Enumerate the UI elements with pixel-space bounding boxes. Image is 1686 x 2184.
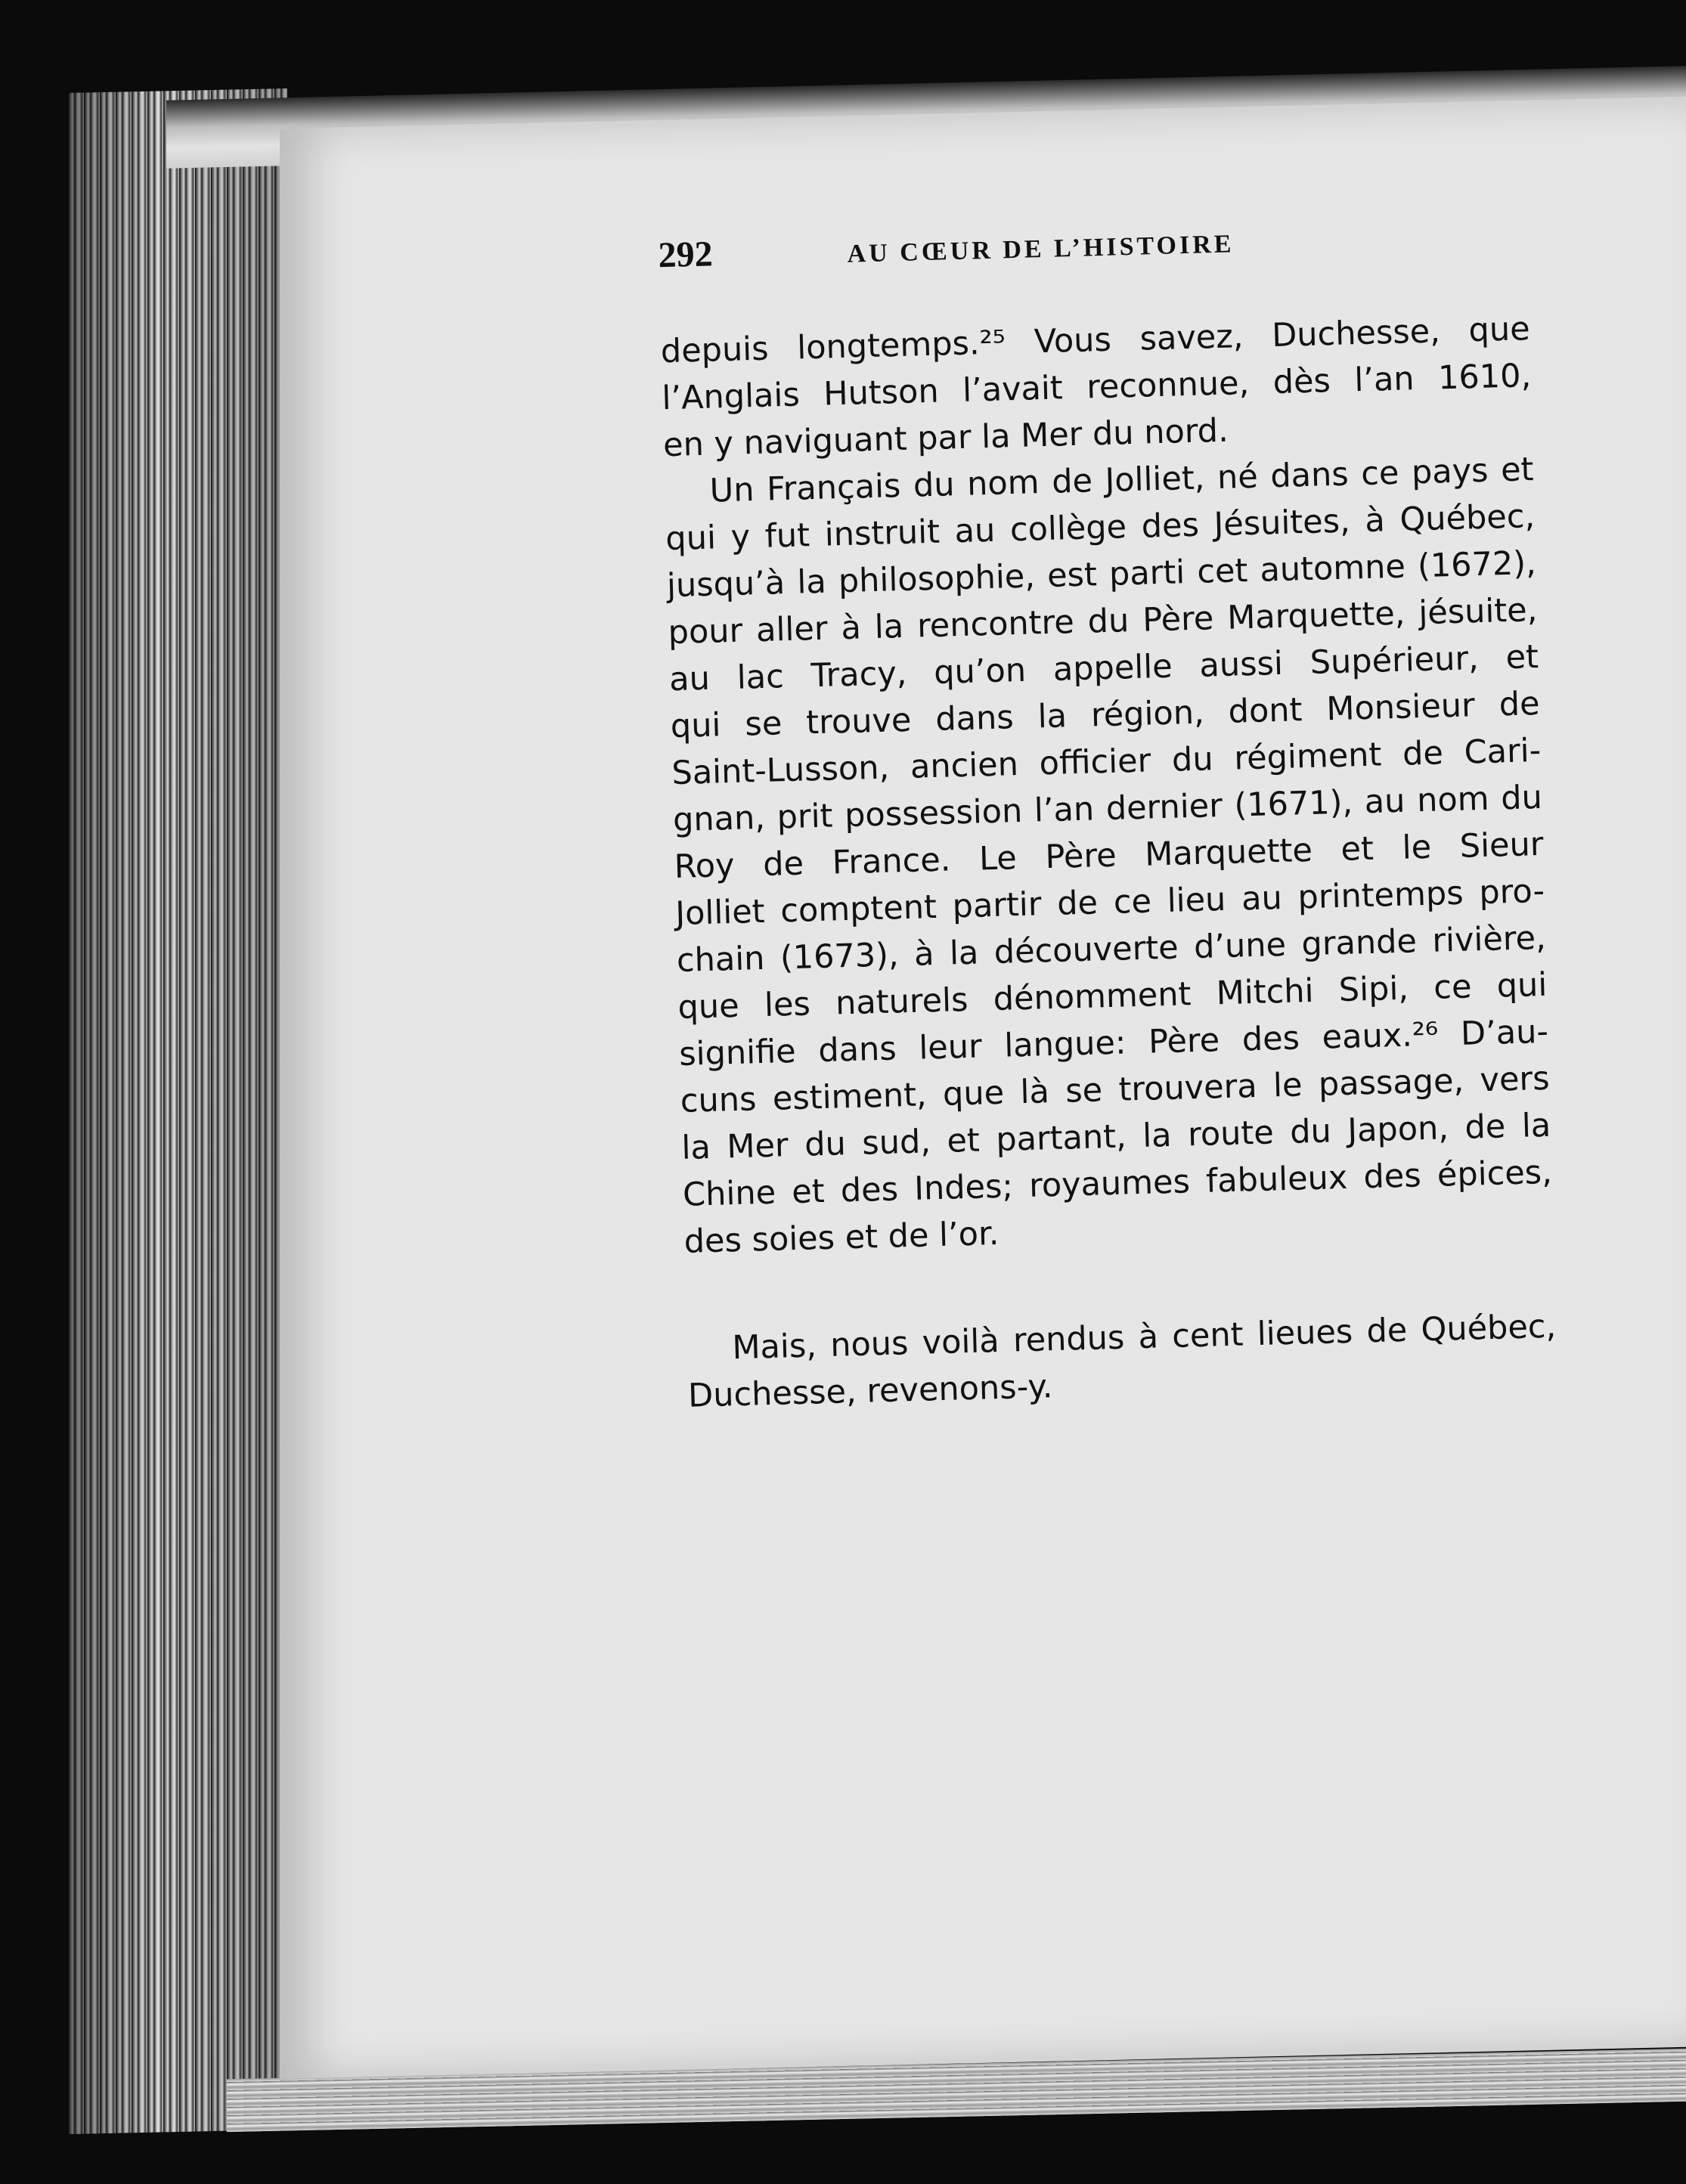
- text-line: qui y fut instruit au collège des Jésuites, à Québec,: [665, 497, 1536, 559]
- text-line: cuns estiment, que là se trouvera le passage, vers: [680, 1059, 1551, 1120]
- text-line: que les naturels dénomment Mitchi Sipi, ce qui: [677, 965, 1548, 1027]
- text-line: Mais, nous voilà rendus à cent lieues de Québec,: [731, 1307, 1557, 1368]
- text-line: Duchesse, revenons-y.: [687, 1368, 1053, 1415]
- text-line: signifie dans leur langue: Père des eaux.²⁶ D’au-: [678, 1012, 1549, 1073]
- text-line: jusqu’à la philosophie, est parti cet automne (1672),: [666, 544, 1537, 606]
- page-content: [378, 212, 1557, 1427]
- text-line: Chine et des Indes; royaumes fabuleux des épices,: [682, 1153, 1553, 1214]
- text-line: pour aller à la rencontre du Père Marquette, jésuite,: [668, 591, 1538, 652]
- book-edge-shadow: [68, 88, 287, 2134]
- text-line: Saint-Lusson, ancien officier du régiment de Cari-: [671, 731, 1542, 793]
- body-text: [660, 305, 1557, 1420]
- running-title: AU CŒUR DE L’HISTOIRE: [847, 230, 1235, 268]
- paragraph-1: [660, 305, 1533, 469]
- text-line: en y naviguant par la Mer du nord.: [662, 411, 1229, 465]
- text-line: au lac Tracy, qu’on appelle aussi Supérieur, et: [668, 638, 1539, 699]
- text-line: Jolliet comptent partir de ce lieu au printemps pro-: [674, 872, 1545, 933]
- text-line: qui se trouve dans la région, dont Monsieur de: [670, 684, 1541, 746]
- text-line: l’Anglais Hutson l’avait reconnue, dès l’an 1610,: [661, 357, 1532, 418]
- page-number: 292: [657, 234, 714, 276]
- text-line: Un Français du nom de Jolliet, né dans ce pays et: [709, 451, 1535, 510]
- text-line: la Mer du sud, et partant, la route du Japon, de la: [680, 1106, 1551, 1167]
- text-line: gnan, prit possession l’an dernier (1671), au nom du: [672, 778, 1543, 840]
- text-line: chain (1673), à la découverte d’une grande rivière,: [676, 919, 1547, 980]
- paragraph-2: [664, 446, 1554, 1265]
- text-line: depuis longtemps.²⁵ Vous savez, Duchesse, que: [660, 310, 1531, 371]
- text-line: Roy de France. Le Père Marquette et le Sieur: [674, 825, 1545, 887]
- text-line: des soies et de l’or.: [683, 1214, 1000, 1261]
